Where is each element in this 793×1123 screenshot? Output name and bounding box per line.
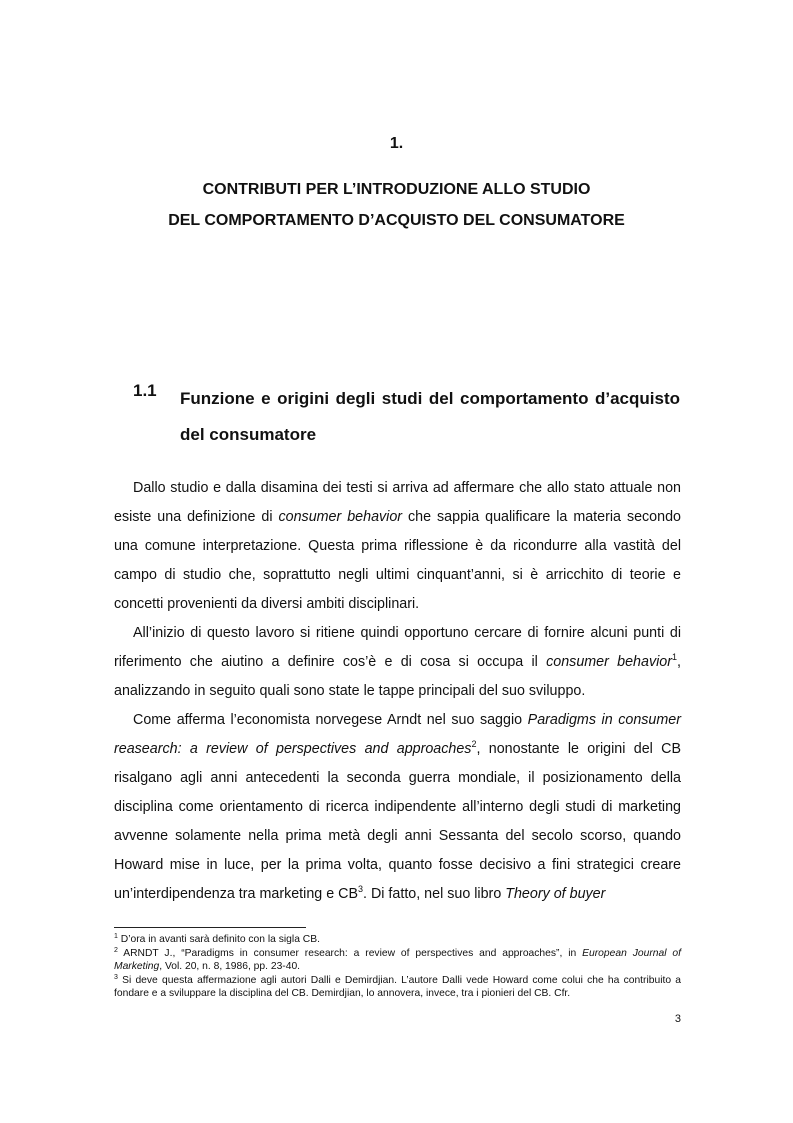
body-text: [114, 474, 681, 909]
footnote: $^2$ ARNDT J., “Paradigms in consumer research: a review of perspectives and approaches”, in European Journal of Marketing, Vol. 20, n. 8, 1986, pp. 23-40.: [114, 946, 681, 972]
footnote: $^3$ Si deve questa affermazione agli autori Dalli e Demirdjian. L’autore Dalli vede Howard come colui che ha contribuito a fondare e a sviluppare la disciplina del CB. Demirdjian, lo annovera, invece, tra i pionieri del CB. Cfr.: [114, 973, 681, 999]
footnotes: [114, 933, 681, 1001]
footnote-ref: 1: [672, 652, 678, 662]
footnote-ref: 2: [471, 739, 477, 749]
footnote: $^1$ D’ora in avanti sarà definito con la sigla CB.: [114, 933, 320, 945]
chapter-title-line-1: CONTRIBUTI PER L’INTRODUZIONE ALLO STUDIO: [202, 181, 591, 198]
footnote-separator: [114, 927, 306, 928]
paragraph: All’inizio di questo lavoro si ritiene quindi opportuno cercare di fornire alcuni punti di riferimento che aiutino a definire cos’è e di cosa si occupa il consumer behavior$^1$, analizzando in seguito quali sono state le tappe principali del suo sviluppo.: [114, 625, 681, 699]
footnote-ref: 3: [357, 884, 363, 894]
section-title: Funzione e origini degli studi del comportamento d’acquisto del consumatore: [180, 389, 680, 444]
chapter-number: 1.: [389, 135, 404, 152]
paragraph: Come afferma l’economista norvegese Arndt nel suo saggio Paradigms in consumer reasearch: a review of perspectives and approaches$^2$, nonostante le origini del CB risalgano agli anni antecedenti la seconda guerra mondiale, il posizionamento della disciplina come orientamento di ricerca indipendente all’interno degli studi di marketing avvenne solamente nella prima metà degli anni Sessanta del secolo scorso, quando Howard mise in luce, per la prima volta, quanto fosse decisivo a fini strategici creare un’interdipendenza tra marketing e $CB^3$. Di fatto, nel suo libro Theory of buyer: [114, 712, 681, 902]
chapter-title-line-2: DEL COMPORTAMENTO D’ACQUISTO DEL CONSUMATORE: [168, 212, 625, 229]
section-number: 1.1: [133, 381, 157, 400]
page-number: 3: [674, 1013, 681, 1025]
paragraph: Dallo studio e dalla disamina dei testi si arriva ad affermare che allo stato attuale non esiste una definizione di consumer behavior che sappia qualificare la materia secondo una comune interpretazione. Questa prima riflessione è da ricondurre alla vastità del campo di studio che, soprattutto negli ultimi cinquant’anni, si è arricchito di teorie e concetti provenienti da diversi ambiti disciplinari.: [114, 480, 681, 612]
